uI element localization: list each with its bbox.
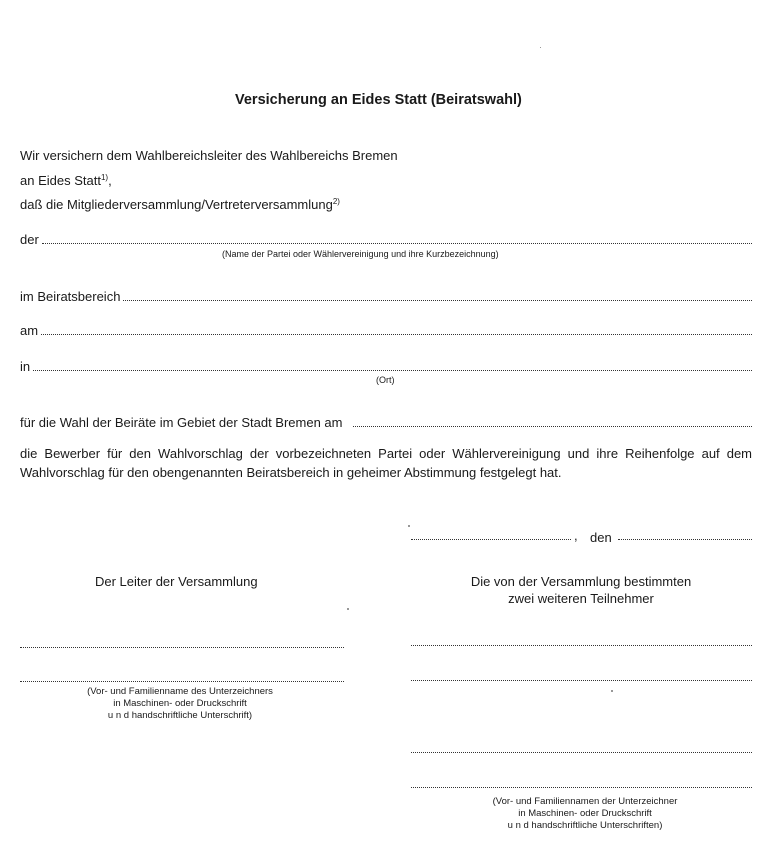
party-name-caption: (Name der Partei oder Wählervereinigung und ihre Kurzbezeichnung) (222, 249, 499, 259)
form-title: Versicherung an Eides Statt (Beiratswahl) (235, 92, 522, 108)
meeting-place-line[interactable] (33, 370, 752, 371)
meeting-date-line[interactable] (41, 334, 752, 335)
place-line[interactable] (411, 539, 571, 540)
place-date-comma: , (574, 528, 578, 543)
participant-2-name-line[interactable] (411, 752, 752, 753)
participant-1-name-line[interactable] (411, 645, 752, 646)
participant-2-signature-line[interactable] (411, 787, 752, 788)
intro-line-2-text: an Eides Statt (20, 173, 101, 188)
intro-line-2 (20, 173, 112, 188)
footnote-ref-1: 1) (100, 173, 109, 182)
chair-caption-line-3: u n d handschriftliche Unterschrift) (107, 710, 253, 721)
chair-signature-line[interactable] (20, 681, 344, 682)
participants-caption-line-3: u n d handschriftliche Unterschriften) (507, 820, 663, 831)
participants-caption-line-2: in Maschinen- oder Druckschrift (518, 808, 652, 819)
intro-line-3-text: daß die Mitgliederversammlung/Vertreterversammlung (20, 197, 333, 212)
scan-speck (611, 690, 613, 692)
meeting-date-field[interactable] (20, 322, 752, 338)
scan-speck (347, 608, 349, 610)
participants-caption-line-1: (Vor- und Familiennamen der Unterzeichner (492, 796, 678, 807)
party-name-line[interactable] (42, 243, 752, 244)
election-date-line[interactable] (353, 426, 753, 427)
intro-line-1: Wir versichern dem Wahlbereichsleiter des Wahlbereichs Bremen (20, 148, 398, 163)
participants-heading-line-2: zwei weiteren Teilnehmer (508, 591, 654, 606)
chair-name-line[interactable] (20, 647, 344, 648)
participants-caption (460, 796, 710, 832)
chair-caption (60, 686, 300, 722)
chair-heading: Der Leiter der Versammlung (95, 574, 258, 589)
election-date-field[interactable] (20, 414, 752, 430)
chair-caption-line-1: (Vor- und Familienname des Unterzeichners (87, 686, 273, 697)
election-date-label: für die Wahl der Beiräte im Gebiet der Stadt Bremen am (20, 415, 343, 430)
advisory-area-field[interactable] (20, 288, 752, 304)
intro-line-3 (20, 197, 340, 212)
meeting-date-label: am (20, 323, 39, 338)
scan-speck (540, 47, 541, 48)
meeting-place-label: in (20, 359, 31, 374)
party-name-field[interactable] (20, 231, 752, 247)
intro-line-2-comma: , (108, 173, 112, 188)
meeting-place-field[interactable] (20, 358, 752, 374)
date-line[interactable] (618, 539, 752, 540)
participants-heading-line-1: Die von der Versammlung bestimmten (470, 574, 692, 589)
statement-paragraph: die Bewerber für den Wahlvorschlag der vorbezeichneten Partei oder Wählervereinigung und ihre Reihenfolge auf dem Wahlvorschlag für den obengenannten Beiratsbereich in geheimer Abstimmung festgelegt hat. (20, 446, 752, 480)
party-name-label: der (20, 232, 39, 247)
chair-caption-line-2: in Maschinen- oder Druckschrift (113, 698, 247, 709)
advisory-area-line[interactable] (123, 300, 752, 301)
participants-heading (411, 574, 751, 606)
date-label: den (590, 530, 612, 545)
meeting-place-caption: (Ort) (376, 375, 395, 385)
advisory-area-label: im Beiratsbereich (20, 289, 121, 304)
scan-speck (408, 525, 410, 527)
footnote-ref-2: 2) (332, 197, 340, 206)
participant-1-signature-line[interactable] (411, 680, 752, 681)
